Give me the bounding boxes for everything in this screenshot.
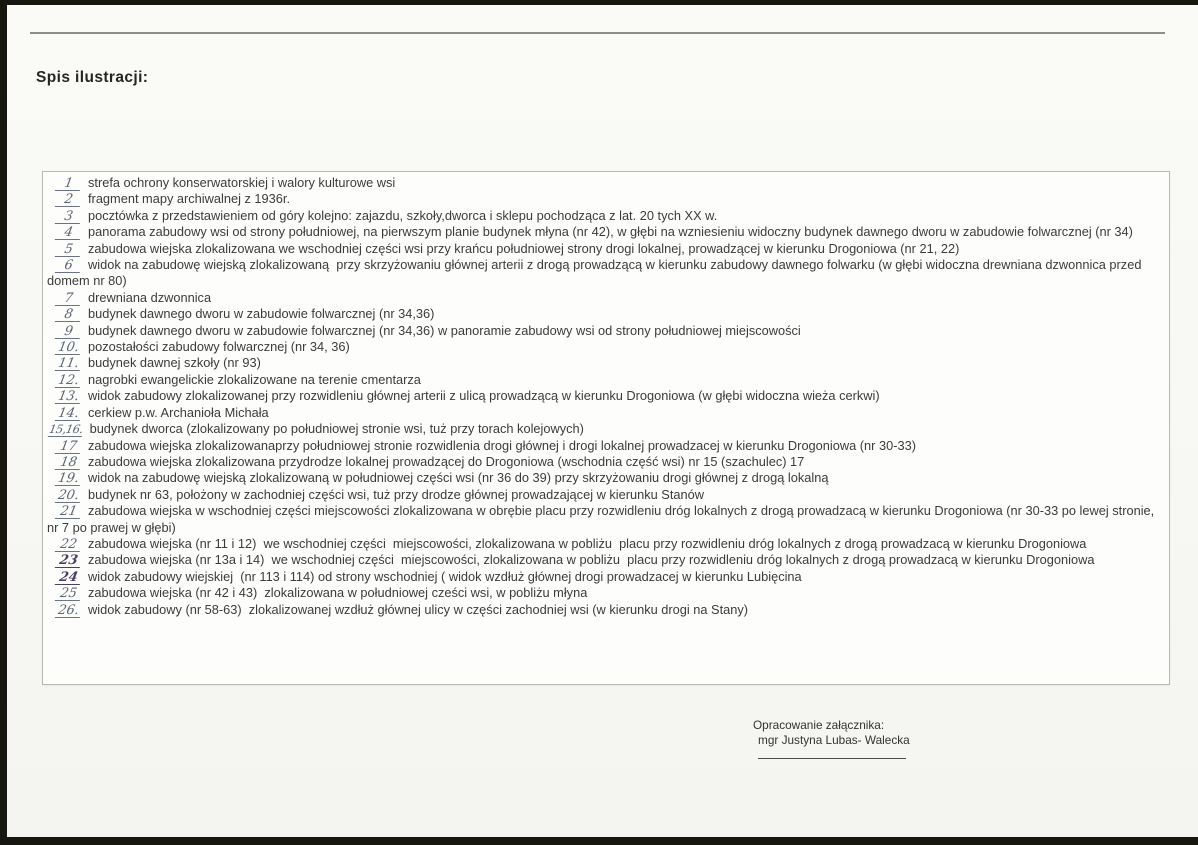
item-text: widok zabudowy zlokalizowanej przy rozwidleniu głównej arterii z ulicą prowadzącą w kierunku Drogoniowa (w głębi widoczna wieża cerkwi) — [88, 388, 880, 404]
list-item — [47, 290, 1165, 306]
list-item — [47, 306, 1165, 322]
item-number-handwritten: 1 — [55, 177, 82, 191]
item-text: zabudowa wiejska zlokalizowana we wschodniej części wsi przy krańcu południowej strony drogi lokalnej, prowadzącej w kierunku Drogoniowa (nr 21, 22) — [88, 240, 960, 256]
list-item — [47, 552, 1165, 568]
item-text: zabudowa wiejska zlokalizowana przydrodze lokalnej prowadzącej do Drogoniowa (wschodnia część wsi) nr 15 (szachulec) 17 — [88, 453, 805, 469]
item-text: cerkiew p.w. Archanioła Michała — [88, 404, 269, 420]
signature-line — [758, 758, 906, 759]
item-number-handwritten: 3 — [55, 210, 82, 224]
scan-edge-top — [0, 0, 1198, 5]
item-number-handwritten: 12. — [55, 374, 82, 388]
item-number-handwritten: 5 — [55, 243, 82, 257]
list-item — [47, 241, 1165, 257]
item-number-handwritten: 14. — [55, 407, 82, 421]
list-item — [47, 339, 1165, 355]
item-text: pocztówka z przedstawieniem od góry kolejno: zajazdu, szkoły,dworca i sklepu pochodząca z lat. 20 tych XX w. — [88, 207, 718, 223]
list-item — [47, 569, 1165, 585]
item-number-handwritten: 25 — [55, 587, 82, 601]
item-number-handwritten: 20. — [55, 489, 82, 503]
list-item — [47, 503, 1165, 536]
item-number-handwritten: 2 — [55, 193, 82, 207]
item-number-handwritten: 15,16. — [47, 422, 84, 437]
list-item — [47, 405, 1165, 421]
item-text: drewniana dzwonnica — [88, 289, 212, 305]
list-item — [47, 224, 1165, 240]
list-item — [47, 470, 1165, 486]
credit-block — [753, 718, 910, 759]
item-text: fragment mapy archiwalnej z 1936r. — [88, 191, 291, 207]
list-item — [47, 355, 1165, 371]
item-text: zabudowa wiejska w wschodniej części miejscowości zlokalizowana w obrębie placu przy rozwidleniu dróg lokalnych z drogą prowadzacą w kierunku Drogoniowa (nr 30-33 po lewej stronie, nr 7 po prawej w głębi) — [47, 503, 1158, 535]
item-text: nagrobki ewangelickie zlokalizowane na terenie cmentarza — [88, 371, 421, 387]
item-number-handwritten: 7 — [55, 292, 82, 306]
page-title: Spis ilustracji: — [36, 69, 149, 86]
item-number-handwritten: 19. — [55, 472, 82, 486]
item-number-handwritten: 10. — [55, 341, 82, 355]
list-item — [47, 191, 1165, 207]
credit-author: mgr Justyna Lubas- Walecka — [758, 732, 910, 747]
list-item — [47, 175, 1165, 191]
item-text: panorama zabudowy wsi od strony południowej, na pierwszym planie budynek młyna (nr 42), w głębi na wzniesieniu widoczny budynek dawnego dworu w zabudowie folwarcznej (nr 34) — [88, 224, 1133, 240]
item-number-handwritten: 6 — [55, 259, 82, 273]
item-number-handwritten: 13. — [55, 390, 82, 404]
item-text: zabudowa wiejska (nr 11 i 12) we wschodniej części miejscowości, zlokalizowana w pobliżu placu przy rozwidleniu dróg lokalnych z drogą prowadzacą w kierunku Drogoniowa — [88, 535, 1087, 551]
item-text: widok na zabudowę wiejską zlokalizowaną przy skrzyżowaniu głównej arterii z drogą prowadzącą w kierunku zabudowy dawnego folwarku (w głębi widoczna drewniana dzwonnica przed domem nr 80) — [47, 257, 1146, 289]
item-number-handwritten: 21 — [55, 505, 82, 519]
item-number-handwritten: 22 — [55, 538, 82, 552]
item-text: budynek dworca (zlokalizowany po południowej stronie wsi, tuż przy torach kolejowych) — [89, 421, 584, 437]
item-text: budynek dawnego dworu w zabudowie folwarcznej (nr 34,36) — [88, 306, 435, 322]
list-item — [47, 372, 1165, 388]
list-item — [47, 602, 1165, 618]
item-text: budynek dawnego dworu w zabudowie folwarcznej (nr 34,36) w panoramie zabudowy wsi od strony południowej miejscowości — [88, 322, 801, 338]
item-number-handwritten: 8 — [55, 308, 82, 322]
header-rule — [30, 32, 1165, 34]
item-text: budynek nr 63, położony w zachodniej części wsi, tuż przy drodze głównej prowadzającej w kierunku Stanów — [88, 486, 704, 502]
credit-caption: Opracowanie załącznika: — [753, 718, 885, 732]
item-number-handwritten: 24 — [55, 571, 82, 585]
list-item — [47, 257, 1165, 290]
item-text: widok zabudowy wiejskiej (nr 113 i 114) od strony wschodniej ( widok wzdłuż głównej drogi prowadzacej w kierunku Lubięcina — [88, 568, 802, 584]
item-number-handwritten: 9 — [55, 325, 82, 339]
list-item — [47, 421, 1165, 437]
item-number-handwritten: 23 — [55, 554, 82, 568]
item-number-handwritten: 4 — [55, 226, 82, 240]
list-item — [47, 585, 1165, 601]
list-item — [47, 487, 1165, 503]
scan-edge-bottom — [0, 837, 1198, 845]
item-text: widok zabudowy (nr 58-63) zlokalizowanej wzdłuż głównej ulicy w części zachodniej wsi (w kierunku drogi na Stany) — [88, 601, 749, 617]
list-item — [47, 536, 1165, 552]
item-text: zabudowa wiejska (nr 13a i 14) we wschodniej części miejscowości, zlokalizowana w pobliżu placu przy rozwidleniu dróg lokalnych z drogą prowadzacą w kierunku Drogoniowa — [88, 552, 1095, 568]
item-text: budynek dawnej szkoły (nr 93) — [88, 355, 261, 371]
list-item — [47, 454, 1165, 470]
item-number-handwritten: 11. — [55, 357, 82, 371]
item-text: widok na zabudowę wiejską zlokalizowaną w południowej części wsi (nr 36 do 39) przy skrzyżowaniu drogi głównej z drogą lokalną — [88, 470, 829, 486]
item-text: strefa ochrony konserwatorskiej i walory kulturowe wsi — [88, 175, 396, 190]
item-number-handwritten: 18 — [55, 456, 82, 470]
list-item — [47, 323, 1165, 339]
list-item — [47, 208, 1165, 224]
item-text: zabudowa wiejska zlokalizowanaprzy południowej stronie rozwidlenia drogi głównej i drogi lokalnej prowadzacej w kierunku Drogoniowa (nr 30-33) — [88, 437, 916, 453]
list-item — [47, 388, 1165, 404]
item-number-handwritten: 17 — [55, 440, 82, 454]
item-text: pozostałości zabudowy folwarcznej (nr 34, 36) — [88, 339, 350, 355]
scan-edge-left — [0, 0, 7, 845]
item-text: zabudowa wiejska (nr 42 i 43) zlokalizowana w południowej cześci wsi, w pobliżu młyna — [88, 585, 588, 601]
illustration-list — [42, 171, 1170, 685]
list-item — [47, 438, 1165, 454]
item-number-handwritten: 26. — [55, 604, 82, 618]
